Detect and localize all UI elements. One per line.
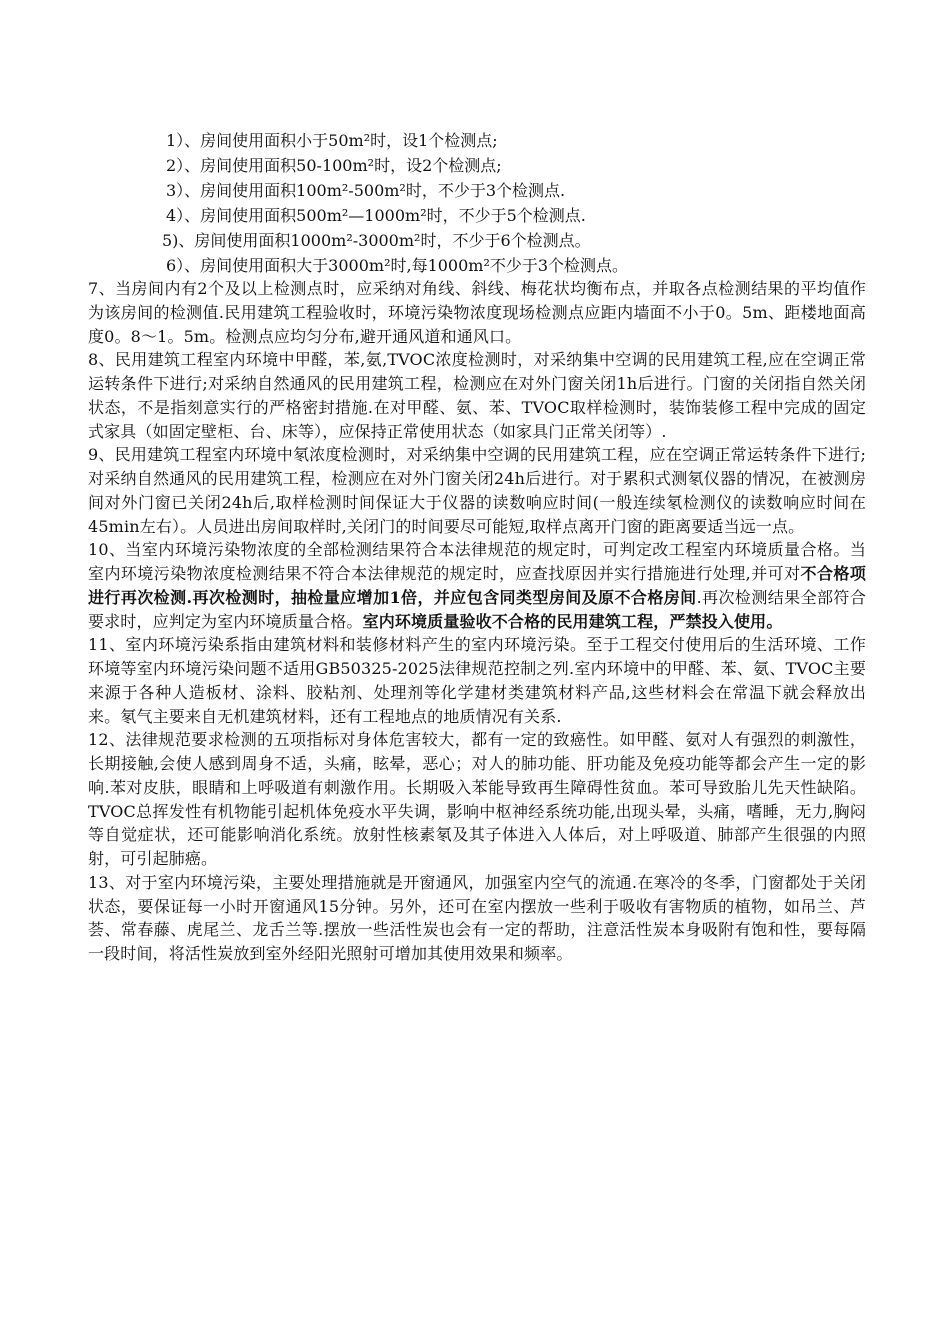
paragraph-7: 7、当房间内有2个及以上检测点时，应采纳对角线、斜线、梅花状均衡布点，并取各点检测结果的平均值作为该房间的检测值.民用建筑工程验收时，环境污染物浓度现场检测点应距内墙面不小于0。5m、距楼地面高度0。8～1。5m。检测点应均匀分布,避开通风道和通风口。 — [88, 279, 866, 346]
paragraph-10-bold-b: 不合格项进行再次检测.再次检测时，抽检量应增加1倍，并应包含同类型房间及原不合格房间 — [88, 564, 866, 607]
paragraph-10-text-c: .再次检测结果全部符合要求时，应判定为室内环境质量合格。 — [88, 587, 866, 631]
list-item-6: 6）、房间使用面积大于3000m²时,每1000m²不少于3个检测点。 — [166, 256, 629, 275]
list-item-2: 2）、房间使用面积50-100m²时，设2个检测点; — [166, 156, 502, 175]
paragraph-11: 11、室内环境污染系指由建筑材料和装修材料产生的室内环境污染。至于工程交付使用后的生活环境、工作环境等室内环境污染问题不适用GB50325-2025法律规范控制之列.室内环境中的甲醛、苯、氨、TVOC主要来源于各种人造板材、涂料、胶粘剂、处理剂等化学建材类建筑材料产品,这些材料会在常温下就会释放出来。氡气主要来自无机建筑材料，还有工程地点的地质情况有关系. — [88, 635, 866, 726]
list-item-5: 5)、房间使用面积1000m²-3000m²时，不少于6个检测点。 — [162, 231, 591, 250]
list-item-4: 4）、房间使用面积500m²—1000m²时，不少于5个检测点. — [166, 206, 586, 225]
list-item-3: 3）、房间使用面积100m²-500m²时，不少于3个检测点. — [166, 181, 566, 200]
paragraph-10 — [88, 538, 866, 633]
paragraph-12: 12、法律规范要求检测的五项指标对身体危害较大，都有一定的致癌性。如甲醛、氨对人有强烈的刺激性，长期接触,会使人感到周身不适，头痛，眩晕，恶心；对人的肺功能、肝功能及免疫功能等都会产生一定的影响.苯对皮肤，眼睛和上呼吸道有刺激作用。长期吸入苯能导致再生障碍性贫血。苯可导致胎儿先天性缺陷。TVOC总挥发性有机物能引起机体免疫水平失调，影响中枢神经系统功能,出现头晕，头痛，嗜睡，无力,胸闷等自觉症状，还可能影响消化系统。放射性核素氡及其子体进入人体后，对上呼吸道、肺部产生很强的内照射，可引起肺癌。 — [88, 730, 866, 868]
paragraph-10-text-a: 10、当室内环境污染物浓度的全部检测结果符合本法律规范的规定时，可判定改工程室内环境质量合格。当室内环境污染物浓度检测结果不符合本法律规范的规定时，应查找原因并实行措施进行处理,并可对 — [88, 540, 866, 583]
paragraph-13: 13、对于室内环境污染，主要处理措施就是开窗通风，加强室内空气的流通.在寒冷的冬季，门窗都处于关闭状态，要保证每一小时开窗通风15分钟。另外，还可在室内摆放一些利于吸收有害物质的植物，如吊兰、芦荟、常春藤、虎尾兰、龙舌兰等.摆放一些活性炭也会有一定的帮助，注意活性炭本身吸附有饱和性，要每隔一段时间，将活性炭放到室外经阳光照射可增加其使用效果和频率。 — [88, 872, 866, 963]
list-item-1: 1）、房间使用面积小于50m²时，设1个检测点; — [166, 131, 498, 150]
paragraph-10-bold-d: 室内环境质量验收不合格的民用建筑工程，严禁投入使用。 — [362, 611, 783, 631]
document-body — [88, 277, 866, 966]
paragraph-9: 9、民用建筑工程室内环境中氡浓度检测时，对采纳集中空调的民用建筑工程，应在空调正常运转条件下进行;对采纳自然通风的民用建筑工程，检测应在对外门窗关闭24h后进行。对于累积式测氡仪器的情况，在被测房间对外门窗已关闭24h后,取样检测时间保证大于仪器的读数响应时间(一般连续氡检测仪的读数响应时间在45min左右）。人员进出房间取样时,关闭门的时间要尽可能短,取样点离开门窗的距离要适当远一点。 — [88, 445, 866, 536]
paragraph-8: 8、民用建筑工程室内环境中甲醛，苯,氨,TVOC浓度检测时，对采纳集中空调的民用建筑工程,应在空调正常运转条件下进行;对采纳自然通风的民用建筑工程，检测应在对外门窗关闭1h后进行。门窗的关闭指自然关闭状态，不是指刻意实行的严格密封措施.在对甲醛、氨、苯、TVOC取样检测时，装饰装修工程中完成的固定式家具（如固定壁柜、台、床等），应保持正常使用状态（如家具门正常关闭等）. — [88, 350, 866, 441]
